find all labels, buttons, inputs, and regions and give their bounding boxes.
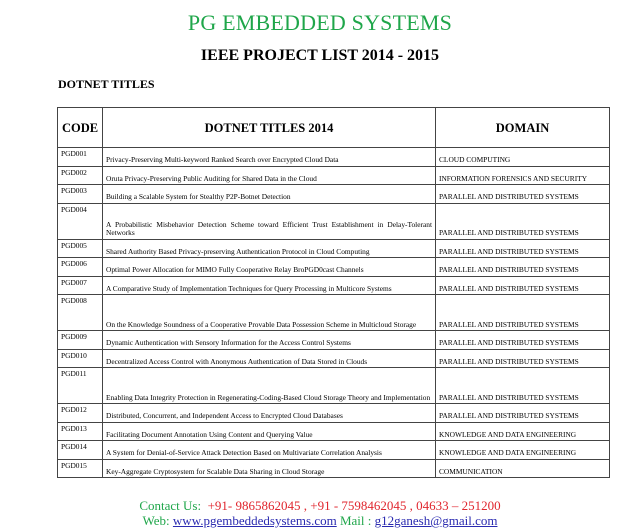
website-link[interactable]: www.pgembeddedsystems.com [172,513,337,528]
project-domain: PARALLEL AND DISTRIBUTED SYSTEMS [436,368,610,404]
project-code: PGD013 [58,422,103,441]
project-code: PGD007 [58,276,103,295]
table-row [58,331,610,350]
project-code: PGD011 [58,368,103,404]
contact-label: Contact Us: [139,498,202,513]
project-code: PGD006 [58,258,103,277]
project-code: PGD002 [58,166,103,185]
project-domain: PARALLEL AND DISTRIBUTED SYSTEMS [436,185,610,204]
column-header-code: CODE [58,108,103,148]
project-title: Dynamic Authentication with Sensory Information for the Access Control Systems [103,331,436,350]
project-title: A System for Denial-of-Service Attack Detection Based on Multivariate Correlation Analysis [103,441,436,460]
table-row [58,166,610,185]
project-domain: PARALLEL AND DISTRIBUTED SYSTEMS [436,349,610,368]
project-title: Enabling Data Integrity Protection in Regenerating-Coding-Based Cloud Storage Theory and Implementation [103,368,436,404]
project-title: Facilitating Document Annotation Using Content and Querying Value [103,422,436,441]
project-title: Key-Aggregate Cryptosystem for Scalable Data Sharing in Cloud Storage [103,459,436,478]
page-subtitle: IEEE PROJECT LIST 2014 - 2015 [200,47,440,64]
section-heading: DOTNET TITLES [58,77,155,91]
project-domain: INFORMATION FORENSICS AND SECURITY [436,166,610,185]
column-header-title: DOTNET TITLES 2014 [103,108,436,148]
table-row [58,422,610,441]
project-domain: KNOWLEDGE AND DATA ENGINEERING [436,441,610,460]
project-title: Privacy-Preserving Multi-keyword Ranked Search over Encrypted Cloud Data [103,148,436,167]
table-row [58,276,610,295]
project-code: PGD003 [58,185,103,204]
project-domain: PARALLEL AND DISTRIBUTED SYSTEMS [436,331,610,350]
project-code: PGD005 [58,239,103,258]
project-domain: PARALLEL AND DISTRIBUTED SYSTEMS [436,404,610,423]
project-title: On the Knowledge Soundness of a Cooperative Provable Data Possession Scheme in Multicloud Storage [103,295,436,331]
table-row [58,459,610,478]
project-code: PGD001 [58,148,103,167]
project-code: PGD010 [58,349,103,368]
project-domain: PARALLEL AND DISTRIBUTED SYSTEMS [436,276,610,295]
project-domain: PARALLEL AND DISTRIBUTED SYSTEMS [436,239,610,258]
project-code: PGD009 [58,331,103,350]
web-label: Web: [142,513,170,528]
project-domain: KNOWLEDGE AND DATA ENGINEERING [436,422,610,441]
project-title: A Probabilistic Misbehavior Detection Scheme toward Efficient Trust Establishment in Delay-Tolerant Networks [103,203,436,239]
column-header-domain: DOMAIN [436,108,610,148]
email-link[interactable]: g12ganesh@gmail.com [374,513,498,528]
project-code: PGD008 [58,295,103,331]
project-title: Building a Scalable System for Stealthy P2P-Botnet Detection [103,185,436,204]
table-row [58,258,610,277]
project-table [57,107,610,478]
table-row [58,441,610,460]
project-domain: COMMUNICATION [436,459,610,478]
table-row [58,203,610,239]
brand-title: PG EMBEDDED SYSTEMS [187,10,453,35]
project-title: Decentralized Access Control with Anonymous Authentication of Data Stored in Clouds [103,349,436,368]
contact-phones: +91- 9865862045 , +91 - 7598462045 , 04633 – 251200 [207,498,501,513]
project-domain: PARALLEL AND DISTRIBUTED SYSTEMS [436,203,610,239]
project-title: A Comparative Study of Implementation Techniques for Query Processing in Multicore Systems [103,276,436,295]
project-title: Shared Authority Based Privacy-preserving Authentication Protocol in Cloud Computing [103,239,436,258]
project-title: Distributed, Concurrent, and Independent Access to Encrypted Cloud Databases [103,404,436,423]
table-row [58,295,610,331]
project-domain: PARALLEL AND DISTRIBUTED SYSTEMS [436,258,610,277]
table-row [58,404,610,423]
contact-footer [0,498,640,528]
project-domain: CLOUD COMPUTING [436,148,610,167]
project-code: PGD014 [58,441,103,460]
table-row [58,349,610,368]
table-row [58,368,610,404]
mail-label: Mail : [339,513,372,528]
table-row [58,239,610,258]
project-title: Optimal Power Allocation for MIMO Fully Cooperative Relay BroPGD0cast Channels [103,258,436,277]
project-code: PGD015 [58,459,103,478]
table-row [58,185,610,204]
project-code: PGD012 [58,404,103,423]
table-row [58,148,610,167]
project-domain: PARALLEL AND DISTRIBUTED SYSTEMS [436,295,610,331]
project-title: Oruta Privacy-Preserving Public Auditing for Shared Data in the Cloud [103,166,436,185]
project-code: PGD004 [58,203,103,239]
